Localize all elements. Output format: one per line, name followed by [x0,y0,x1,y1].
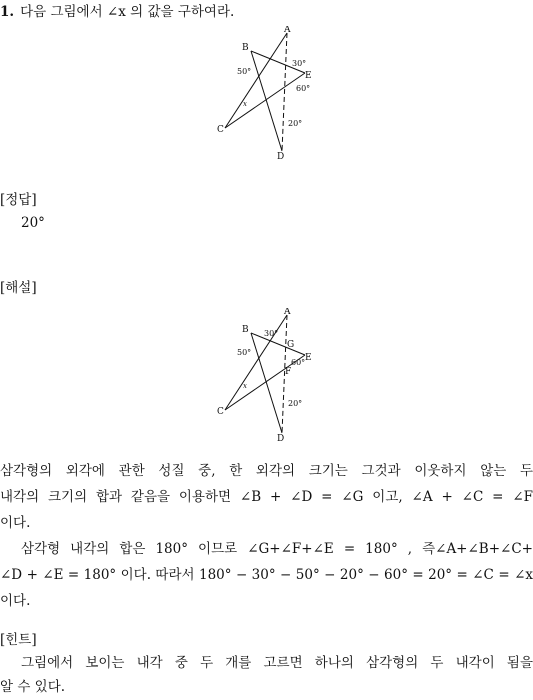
label-a: A [284,26,291,35]
paragraph-line: 내각의 크기의 합과 같음을 이용하면 ∠B + ∠D = ∠G 이고, ∠A + ∠C = ∠F [0,489,533,505]
label-f: F [285,367,292,377]
star-figure-annotated [215,308,325,448]
answer-value: 20° [21,215,45,231]
label-g: G [287,340,295,350]
label-d: D [277,152,285,162]
label-x: x [243,382,247,390]
edge-a-c [225,33,287,128]
explanation-paragraph-2 [0,536,533,616]
angle-60: 60° [296,84,311,93]
question-number: 1. [0,4,15,20]
edge-b-d [251,51,282,151]
label-e: E [305,71,312,81]
label-d: D [277,434,285,444]
label-b: B [242,325,249,335]
star-figure [215,26,325,166]
label-b: B [242,43,249,53]
hint-paragraph [0,650,533,696]
angle-20: 20° [288,399,303,408]
paragraph-line: ∠D + ∠E = 180° 이다. 따라서 180° − 30° − 50° − 20° − 60° = 20° = ∠C = ∠x [0,567,533,583]
edge-b-d [251,333,282,433]
label-c: C [217,407,224,417]
angle-60: 60° [291,358,306,367]
label-x: x [243,100,247,108]
paragraph-line: 삼각형 내각의 합은 180° 이므로 ∠G+∠F+∠E = 180° , 즉∠A+∠B+∠C+ [21,541,533,557]
paragraph-line: 알 수 있다. [0,679,66,695]
angle-50: 50° [237,67,252,76]
explanation-paragraph-1 [0,458,533,538]
label-c: C [217,125,224,135]
edge-a-d [282,33,287,151]
paragraph-line: 그림에서 보이는 내각 중 두 개를 고르면 하나의 삼각형의 두 내각이 됨을 [21,655,533,671]
label-a: A [284,308,291,317]
question [0,0,234,20]
hint-heading: [힌트] [0,632,37,648]
angle-30: 30° [264,329,279,338]
answer-heading: [정답] [0,192,37,208]
paragraph-line: 이다. [0,593,31,609]
paragraph-line: 이다. [0,515,31,531]
question-text: 다음 그림에서 ∠x 의 값을 구하여라. [20,4,235,20]
angle-20: 20° [288,119,303,128]
label-e: E [305,353,312,363]
paragraph-line: 삼각형의 외각에 관한 성질 중, 한 외각의 크기는 그것과 이웃하지 않는 두 [0,463,533,479]
angle-50: 50° [237,348,252,357]
explanation-heading: [해설] [0,280,37,296]
angle-30: 30° [292,59,307,68]
